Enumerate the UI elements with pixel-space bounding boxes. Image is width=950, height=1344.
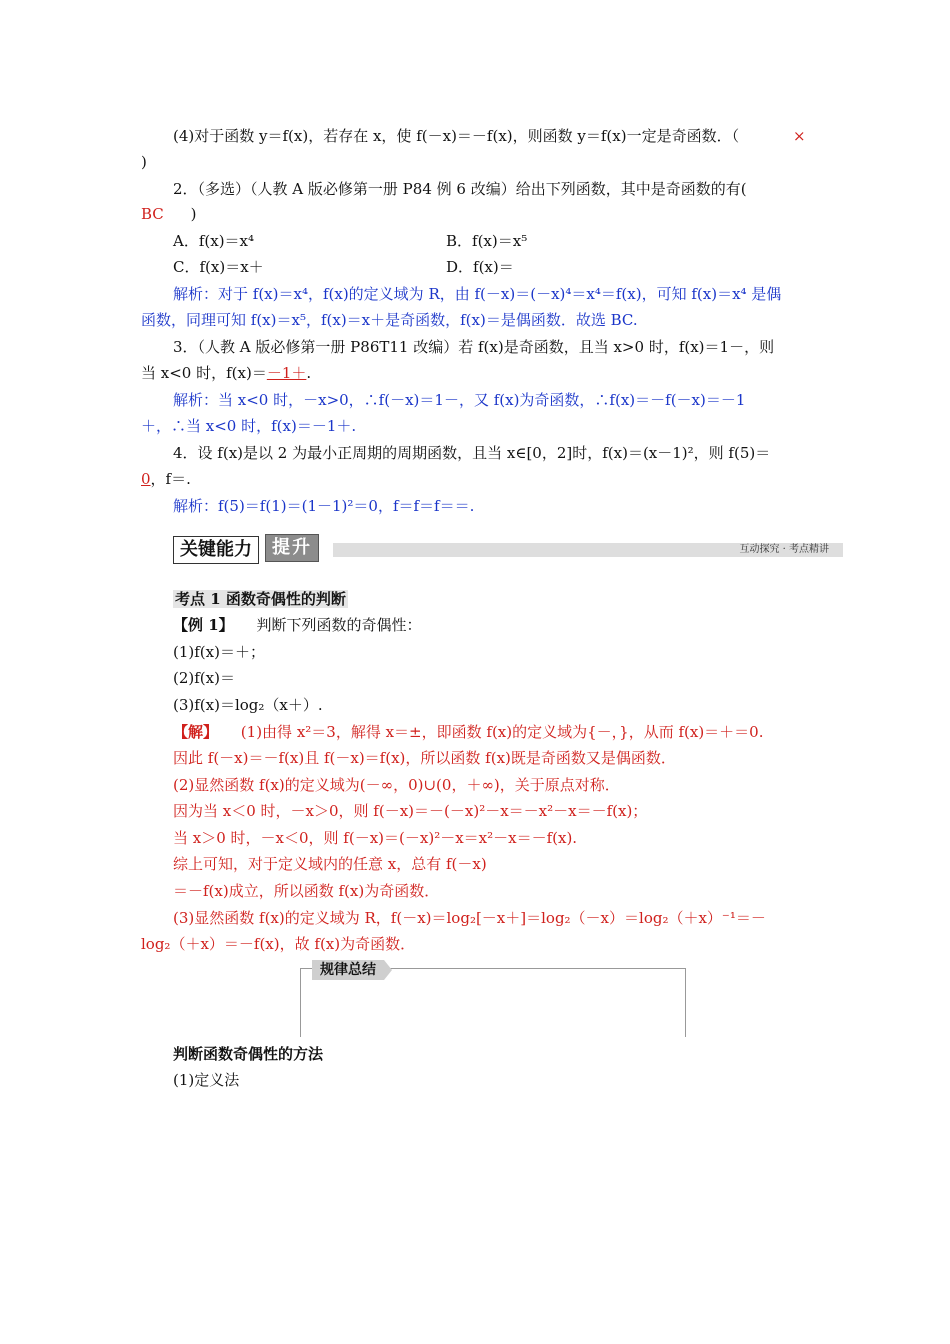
solution-line5: 当 x＞0 时，－x＜0，则 f(－x)＝(－x)²－x＝x²－x＝－f(x).	[173, 829, 578, 847]
solution-line3: (2)显然函数 f(x)的定义域为(－∞，0)∪(0，＋∞)，关于原点对称．	[173, 776, 620, 794]
q4-mark: ×	[793, 127, 806, 145]
summary-tag-label: 规律总结	[320, 962, 376, 978]
q2-stem: 2．（多选）（人教 A 版必修第一册 P84 例 6 改编）给出下列函数，其中是奇函数的有(	[173, 180, 747, 198]
solution-line7: ＝－f(x)成立，所以函数 f(x)为奇函数．	[173, 882, 440, 900]
topic-title: 考点 1 函数奇偶性的判断	[175, 590, 346, 608]
banner-title: 关键能力	[173, 536, 259, 564]
solution-line2: 因此 f(－x)＝－f(x)且 f(－x)＝f(x)，所以函数 f(x)既是奇函数又是偶函数．	[173, 749, 676, 767]
q4-text	[173, 126, 739, 146]
example-heading	[173, 615, 421, 635]
section-banner	[173, 534, 843, 564]
example-f1: (1)f(x)＝＋；	[173, 643, 265, 661]
q2-option-b: B．f(x)＝x⁵	[446, 232, 528, 250]
q4-close: )	[141, 153, 147, 171]
summary-item1: (1)定义法	[173, 1071, 240, 1089]
solution-l1: (1)由得 x²＝3，解得 x＝±，即函数 f(x)的定义域为{－，}，从而 f(x)＝＋＝0.	[240, 723, 764, 741]
banner-subtitle: 互动探究 · 考点精讲	[739, 544, 829, 555]
q2-option-c: C．f(x)＝x＋	[173, 258, 264, 276]
q2-solution-line2: 函数，同理可知 f(x)＝x⁵，f(x)＝x＋是奇函数，f(x)＝是偶函数．故选 BC.	[141, 311, 638, 329]
q3-answer: －1＋	[266, 364, 307, 382]
solution-line6: 综上可知，对于定义域内的任意 x，总有 f(－x)	[173, 855, 487, 873]
summary-title: 判断函数奇偶性的方法	[173, 1045, 324, 1063]
q4-statement: (4)对于函数 y＝f(x)，若存在 x，使 f(－x)＝－f(x)，则函数 y＝f(x)一定是奇函数．（	[173, 127, 740, 145]
q3-stem-pre: 当 x<0 时，f(x)＝	[141, 364, 267, 382]
example-label: 【例 1】	[173, 616, 234, 634]
q3-solution-line1: 解析：当 x<0 时，－x>0，∴f(－x)＝1－，又 f(x)为奇函数，∴f(x)＝－f(－x)＝－1	[173, 391, 746, 409]
q4b-stem-post: ，f＝.	[150, 470, 191, 488]
q4b-stem-line2	[141, 469, 191, 489]
example-text: 判断下列函数的奇偶性：	[256, 616, 422, 634]
q2-option-d: D．f(x)＝	[446, 258, 514, 276]
banner-badge: 提升	[265, 534, 319, 562]
q3-stem: 3．（人教 A 版必修第一册 P86T11 改编）若 f(x)是奇函数，且当 x>0 时，f(x)＝1－，则	[173, 338, 775, 356]
q4b-answer: 0	[141, 470, 151, 488]
q2-answer-line	[141, 204, 196, 224]
summary-tag	[312, 960, 384, 980]
topic-heading	[173, 589, 348, 609]
summary-tag-arrow	[384, 960, 392, 980]
solution-line9: log₂（＋x）＝－f(x)，故 f(x)为奇函数．	[141, 935, 416, 953]
solution-label: 【解】	[173, 723, 219, 741]
q4b-solution: 解析：f(5)＝f(1)＝(1－1)²＝0，f＝f＝f＝＝.	[173, 497, 475, 515]
q4b-stem: 4．设 f(x)是以 2 为最小正周期的周期函数，且当 x∈[0，2]时，f(x)＝(x－1)²，则 f(5)＝	[173, 444, 771, 462]
q2-option-a: A．f(x)＝x⁴	[173, 232, 255, 250]
q3-stem-line2	[141, 363, 311, 383]
q2-close: )	[190, 205, 197, 223]
example-f3: (3)f(x)＝log₂（x＋）.	[173, 696, 323, 714]
solution-line1	[173, 722, 764, 742]
q2-answer: BC	[141, 205, 164, 223]
q2-solution-line1: 解析：对于 f(x)＝x⁴，f(x)的定义域为 R，由 f(－x)＝(－x)⁴＝x⁴＝f(x)，可知 f(x)＝x⁴ 是偶	[173, 285, 782, 303]
q3-solution-line2: ＋，∴当 x<0 时，f(x)＝－1＋.	[141, 417, 357, 435]
q3-stem-post: .	[306, 364, 312, 382]
solution-line8: (3)显然函数 f(x)的定义域为 R，f(－x)＝log₂[－x＋]＝log₂（－x）＝log₂（＋x）⁻¹＝－	[173, 909, 766, 927]
example-f2: (2)f(x)＝	[173, 669, 235, 687]
solution-line4: 因为当 x＜0 时，－x＞0，则 f(－x)＝－(－x)²－x＝－x²－x＝－f(x)；	[173, 802, 648, 820]
